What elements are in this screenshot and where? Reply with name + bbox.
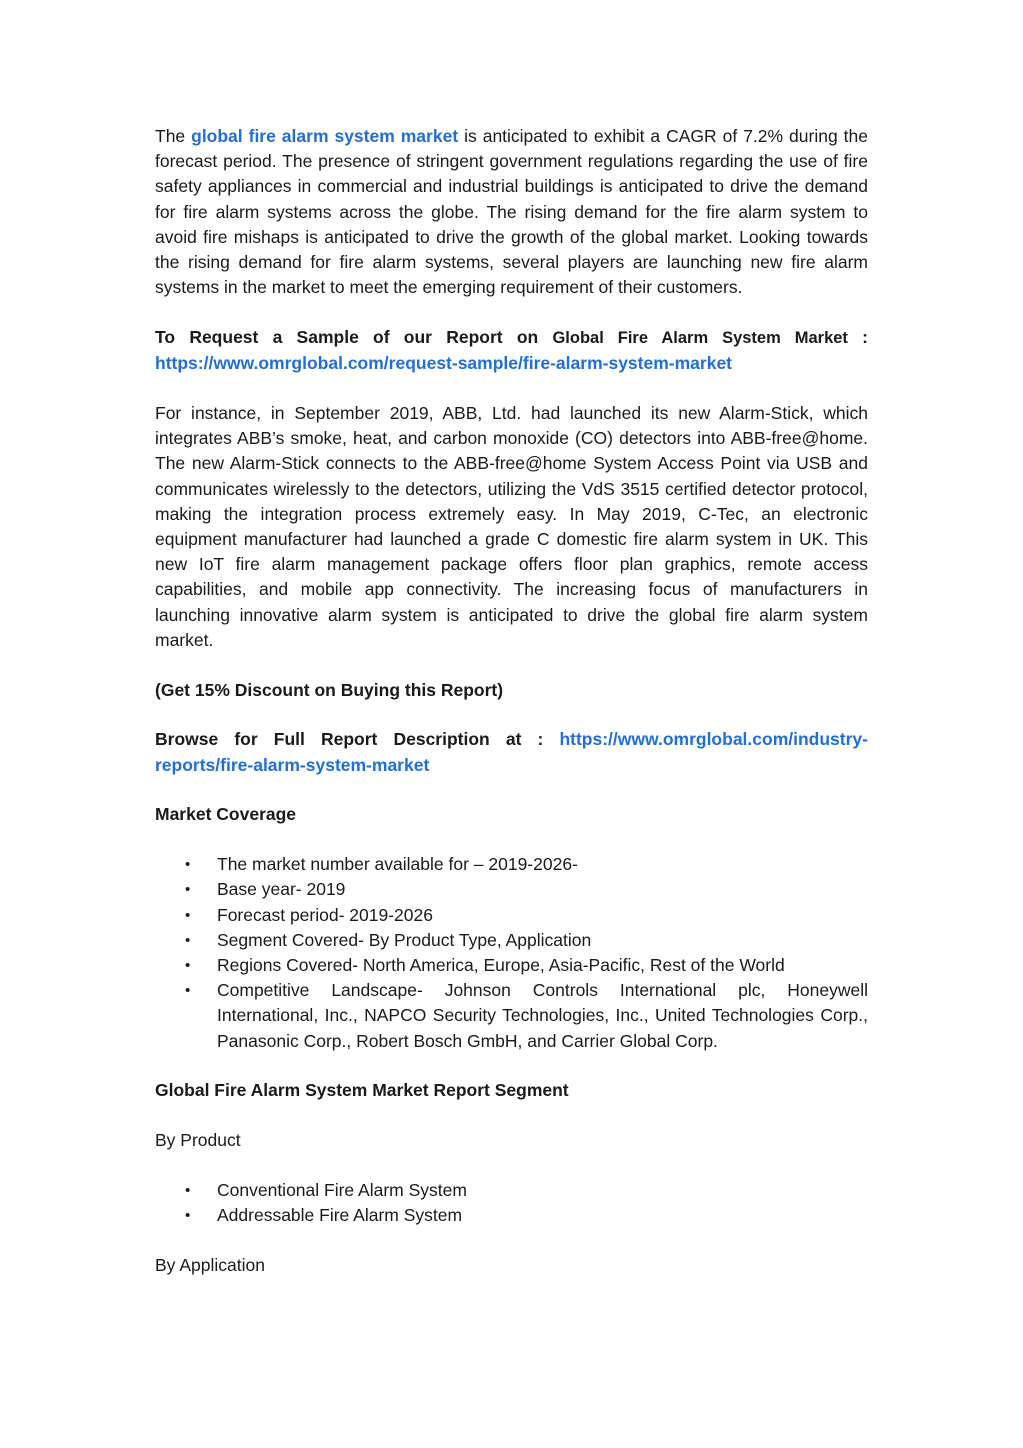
instance-paragraph: For instance, in September 2019, ABB, Ltd. had launched its new Alarm-Stick, which integrates ABB’s smoke, heat, and carbon monoxide (CO) detectors into ABB-free@home. The new Alarm-Stick connects to the ABB-free@home System Access Point via USB and communicates wirelessly to the detectors, utilizing the VdS 3515 certified detector protocol, making the integration process extremely easy. In May 2019, C-Tec, an electronic equipment manufacturer had launched a grade C domestic fire alarm system in UK. This new IoT fire alarm management package offers floor plan graphics, remote access capabilities, and mobile app connectivity. The increasing focus of manufacturers in launching innovative alarm system is anticipated to drive the global fire alarm system market. xyxy=(155,403,868,650)
intro-pre: The xyxy=(155,126,186,146)
discount-text: (Get 15% Discount on Buying this Report) xyxy=(155,679,504,700)
request-colon: : xyxy=(862,327,868,348)
document-page xyxy=(155,124,868,1303)
by-application-label: By Application xyxy=(155,1255,265,1276)
product-list xyxy=(155,1178,868,1228)
market-link[interactable]: global fire alarm system market xyxy=(191,126,459,146)
request-sample-paragraph xyxy=(155,325,868,376)
list-item: • Conventional Fire Alarm System xyxy=(155,1178,868,1203)
browse-paragraph xyxy=(155,727,868,777)
full-report-link[interactable]: https://www.omrglobal.com/industry-reports/fire-alarm-system-market xyxy=(155,729,868,775)
segment-heading: Global Fire Alarm System Market Report Segment xyxy=(155,1080,569,1101)
intro-paragraph xyxy=(155,124,868,300)
request-sample-link[interactable]: https://www.omrglobal.com/request-sample/fire-alarm-system-market xyxy=(155,353,733,374)
request-subject: Global Fire Alarm System Market xyxy=(552,329,848,348)
market-coverage-heading: Market Coverage xyxy=(155,804,297,825)
browse-lead: Browse for Full Report Description at : xyxy=(155,729,544,750)
list-item: • Forecast period- 2019-2026 xyxy=(155,903,868,928)
list-item: • The market number available for – 2019-2026- xyxy=(155,852,868,877)
list-item: • Addressable Fire Alarm System xyxy=(155,1203,868,1228)
list-item: • Segment Covered- By Product Type, Application xyxy=(155,928,868,953)
list-item: • Base year- 2019 xyxy=(155,877,868,902)
list-item: • Regions Covered- North America, Europe, Asia-Pacific, Rest of the World xyxy=(155,953,868,978)
list-item: • Competitive Landscape- Johnson Controls International plc, Honeywell International, Inc., NAPCO Security Technologies, Inc., United Technologies Corp., Panasonic Corp., Robert Bosch GmbH, and Carrier Global Corp. xyxy=(155,978,868,1054)
request-lead: To Request a Sample of our Report on xyxy=(155,327,539,348)
intro-body: is anticipated to exhibit a CAGR of 7.2% during the forecast period. The presence of stringent government regulations regarding the use of fire safety appliances in commercial and industrial buildings is anticipated to drive the demand for fire alarm systems across the globe. The rising demand for the fire alarm system to avoid fire mishaps is anticipated to drive the growth of the global market. Looking towards the rising demand for fire alarm systems, several players are launching new fire alarm systems in the market to meet the emerging requirement of their customers. xyxy=(155,126,868,298)
by-product-label: By Product xyxy=(155,1130,241,1151)
coverage-list xyxy=(155,852,868,1054)
